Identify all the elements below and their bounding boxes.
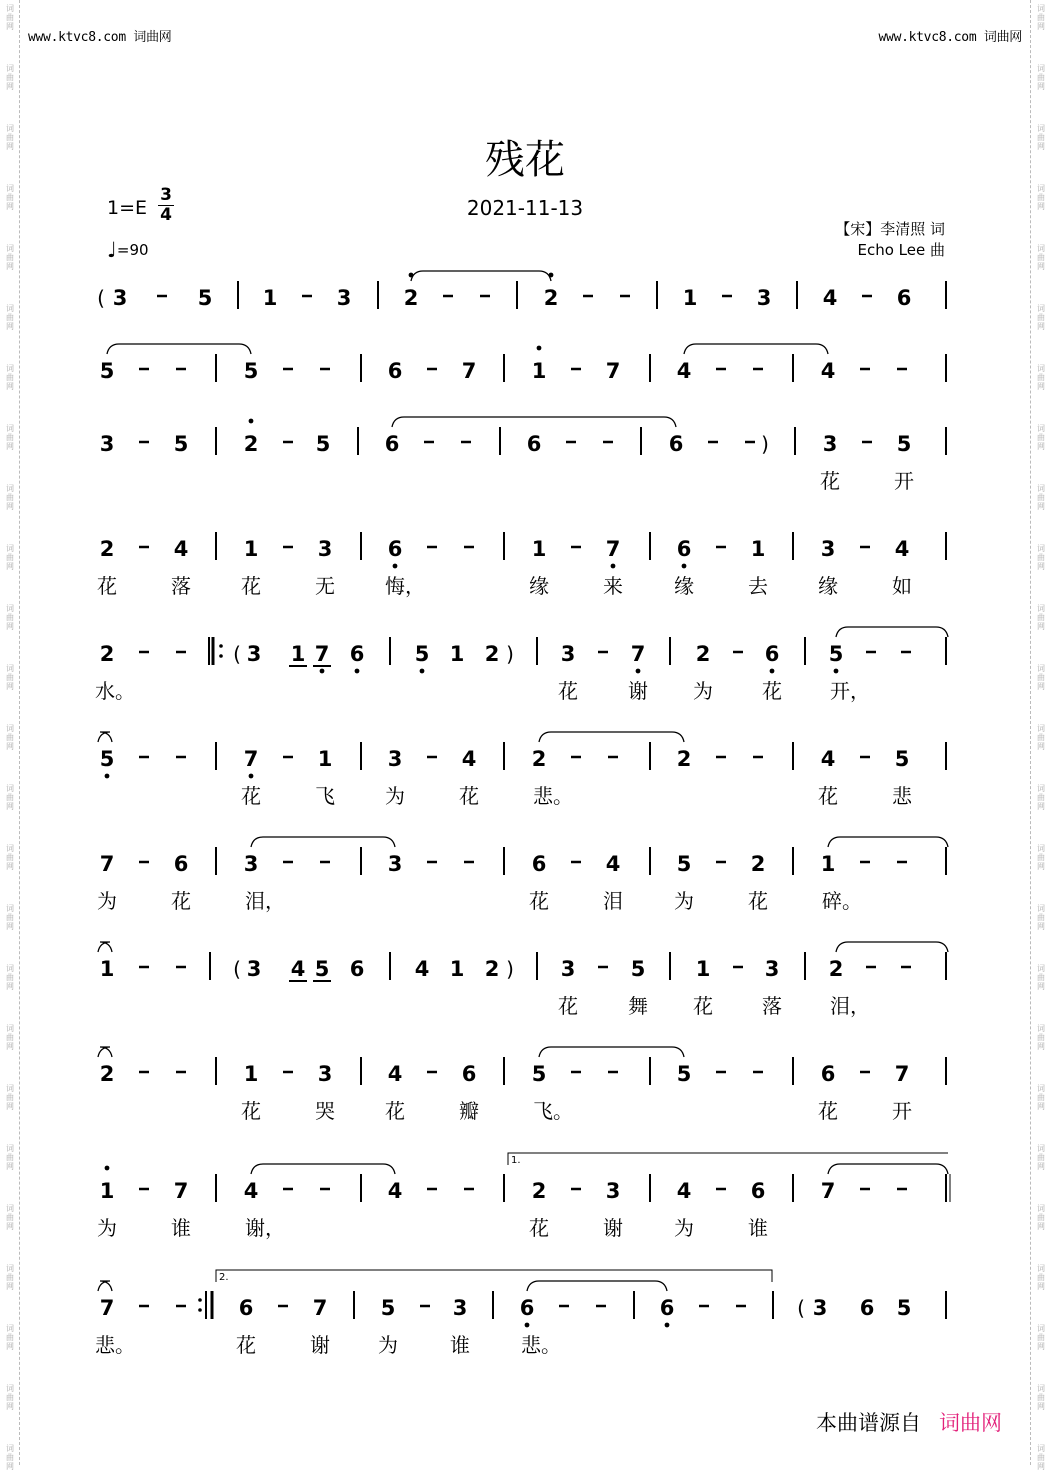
lyric-char: 悲。 xyxy=(533,784,573,808)
lyric-char: 花 xyxy=(529,889,549,913)
lyric-char: 哭 xyxy=(315,1099,335,1123)
low-octave-dot xyxy=(393,564,398,569)
note: 3 xyxy=(452,1296,468,1320)
note: 2 xyxy=(484,642,500,666)
lyric-char: 悔， xyxy=(385,574,425,598)
note: 5 xyxy=(630,957,646,981)
tie-slur xyxy=(98,942,112,952)
score-date: 2021-11-13 xyxy=(466,196,584,220)
side-watermark-text: 词 曲 网 xyxy=(1037,364,1045,391)
note: 3 xyxy=(812,1296,828,1320)
note: 4 xyxy=(290,957,306,981)
lyric-char: 花 xyxy=(693,994,713,1018)
lyric-char: 谁 xyxy=(748,1216,768,1240)
tempo-value: =90 xyxy=(116,241,149,259)
note: 5 xyxy=(99,747,115,771)
repeat-dot xyxy=(219,644,223,648)
note: 6 xyxy=(896,286,912,310)
note: 3 xyxy=(112,286,128,310)
note: 2 xyxy=(828,957,844,981)
note: 1 xyxy=(682,286,698,310)
side-watermark-text: 词 曲 网 xyxy=(6,124,14,151)
lyric-char: 花 xyxy=(558,994,578,1018)
lyric-char: 舞 xyxy=(628,994,648,1018)
key-signature: 1=E xyxy=(107,197,148,219)
low-octave-dot xyxy=(611,564,616,569)
side-watermark-text: 词 曲 网 xyxy=(1037,784,1045,811)
note: 7 xyxy=(99,1296,115,1320)
note: 2 xyxy=(99,642,115,666)
note: 1 xyxy=(243,537,259,561)
note: 7 xyxy=(243,747,259,771)
note: 4 xyxy=(243,1179,259,1203)
note: 4 xyxy=(676,1179,692,1203)
note: 2 xyxy=(99,537,115,561)
lyric-char: 落 xyxy=(762,994,782,1018)
tie-slur xyxy=(684,344,828,354)
side-watermark-text: 词 曲 网 xyxy=(6,844,14,871)
lyric-char: 花 xyxy=(241,1099,261,1123)
note: 5 xyxy=(315,432,331,456)
lyric-char: 花 xyxy=(241,784,261,808)
lyric-char: 花 xyxy=(762,679,782,703)
note: 2 xyxy=(531,747,547,771)
lyric-char: 泪 xyxy=(603,889,623,913)
side-watermark-text: 词 曲 网 xyxy=(1037,124,1045,151)
note: 4 xyxy=(387,1179,403,1203)
lyric-char: 花 xyxy=(236,1333,256,1357)
note: 2 xyxy=(750,852,766,876)
paren: ) xyxy=(506,642,514,666)
side-watermark-text: 词 曲 网 xyxy=(1037,964,1045,991)
side-watermark-text: 词 曲 网 xyxy=(1037,604,1045,631)
tie-slur xyxy=(527,1281,667,1291)
low-octave-dot xyxy=(636,669,641,674)
volta-bracket xyxy=(508,1153,948,1165)
note: 3 xyxy=(822,432,838,456)
note: 3 xyxy=(317,537,333,561)
lyric-char: 花 xyxy=(818,784,838,808)
lyric-char: 花 xyxy=(385,1099,405,1123)
note: 6 xyxy=(676,537,692,561)
repeat-dot xyxy=(219,654,223,658)
note: 6 xyxy=(750,1179,766,1203)
note: 6 xyxy=(659,1296,675,1320)
lyric-char: 为 xyxy=(378,1333,398,1357)
side-watermark-text: 词 曲 网 xyxy=(6,604,14,631)
lyric-char: 花 xyxy=(748,889,768,913)
lyric-char: 瓣 xyxy=(459,1099,479,1123)
lyric-char: 开， xyxy=(830,679,870,703)
side-watermark-text: 词 曲 网 xyxy=(6,544,14,571)
note: 3 xyxy=(560,957,576,981)
lyric-char: 悲。 xyxy=(95,1333,135,1357)
note: 4 xyxy=(605,852,621,876)
lyric-char: 缘 xyxy=(529,574,549,598)
note: 4 xyxy=(414,957,430,981)
note: 4 xyxy=(173,537,189,561)
note: 5 xyxy=(414,642,430,666)
note: 5 xyxy=(99,359,115,383)
low-octave-dot xyxy=(105,774,110,779)
lyric-char: 为 xyxy=(674,1216,694,1240)
lyric-char: 谢 xyxy=(603,1216,623,1240)
high-octave-dot xyxy=(105,1166,110,1171)
lyric-char: 谢 xyxy=(310,1333,330,1357)
quarter-note-icon: ♩ xyxy=(107,238,117,262)
note: 6 xyxy=(349,642,365,666)
source-label: 本曲谱源自 xyxy=(816,1411,921,1435)
note: 1 xyxy=(531,359,547,383)
note: 4 xyxy=(822,286,838,310)
lyric-char: 谢， xyxy=(245,1216,285,1240)
note: 6 xyxy=(519,1296,535,1320)
note: 4 xyxy=(894,537,910,561)
side-watermark-text: 词 曲 网 xyxy=(1037,64,1045,91)
note: 5 xyxy=(380,1296,396,1320)
note: 7 xyxy=(605,537,621,561)
side-watermark-text: 词 曲 网 xyxy=(1037,1384,1045,1411)
note: 1 xyxy=(99,1179,115,1203)
side-watermark-text: 词 曲 网 xyxy=(6,724,14,751)
lyric-char: 花 xyxy=(171,889,191,913)
side-watermark-text: 词 曲 网 xyxy=(1037,484,1045,511)
note: 6 xyxy=(820,1062,836,1086)
note: 2 xyxy=(403,286,419,310)
note: 6 xyxy=(387,359,403,383)
tie-slur xyxy=(98,1281,112,1291)
paren: ) xyxy=(506,957,514,981)
lyric-char: 为 xyxy=(97,1216,117,1240)
side-watermark-text: 词 曲 网 xyxy=(6,484,14,511)
note: 3 xyxy=(820,537,836,561)
note: 7 xyxy=(312,1296,328,1320)
lyric-char: 为 xyxy=(693,679,713,703)
side-watermark-text: 词 曲 网 xyxy=(6,1024,14,1051)
side-watermark-text: 词 曲 网 xyxy=(6,304,14,331)
note: 4 xyxy=(820,747,836,771)
low-octave-dot xyxy=(770,669,775,674)
side-watermark-text: 词 曲 网 xyxy=(1037,304,1045,331)
note: 7 xyxy=(314,642,330,666)
note: 6 xyxy=(764,642,780,666)
lyric-char: 为 xyxy=(97,889,117,913)
note: 5 xyxy=(896,1296,912,1320)
side-watermark-text: 词 曲 网 xyxy=(1037,1144,1045,1171)
side-watermark-text: 词 曲 网 xyxy=(6,4,14,31)
paren: ( xyxy=(233,642,241,666)
note: 3 xyxy=(756,286,772,310)
side-watermark-text: 词 曲 网 xyxy=(1037,1204,1045,1231)
note: 5 xyxy=(896,432,912,456)
side-watermark-text: 词 曲 网 xyxy=(1037,244,1045,271)
lyric-char: 飞 xyxy=(315,784,335,808)
tie-slur xyxy=(539,732,684,742)
lyric-char: 谁 xyxy=(171,1216,191,1240)
lyric-char: 去 xyxy=(748,574,768,598)
note: 3 xyxy=(387,747,403,771)
side-watermark-text: 词 曲 网 xyxy=(6,1084,14,1111)
side-watermark-text: 词 曲 网 xyxy=(1037,844,1045,871)
note: 3 xyxy=(387,852,403,876)
note: 4 xyxy=(461,747,477,771)
lyric-char: 如 xyxy=(892,574,912,598)
tie-slur xyxy=(836,942,948,952)
note: 7 xyxy=(894,1062,910,1086)
note: 1 xyxy=(243,1062,259,1086)
note: 4 xyxy=(676,359,692,383)
lyric-char: 泪， xyxy=(830,994,870,1018)
lyricist-credit: 【宋】李清照 词 xyxy=(835,220,945,238)
lyric-char: 花 xyxy=(558,679,578,703)
lyric-char: 悲 xyxy=(892,784,912,808)
note: 7 xyxy=(630,642,646,666)
tie-slur xyxy=(392,417,676,427)
note: 7 xyxy=(99,852,115,876)
side-watermark-text: 词 曲 网 xyxy=(6,1324,14,1351)
note: 6 xyxy=(173,852,189,876)
side-watermark-text: 词 曲 网 xyxy=(1037,1084,1045,1111)
note: 3 xyxy=(336,286,352,310)
time-sig-bottom: 4 xyxy=(160,205,172,225)
volta-bracket xyxy=(216,1270,772,1282)
side-watermark-text: 词 曲 网 xyxy=(6,1384,14,1411)
side-watermark-text: 词 曲 网 xyxy=(6,1144,14,1171)
lyric-char: 来 xyxy=(603,574,623,598)
note: 6 xyxy=(387,537,403,561)
note: 4 xyxy=(387,1062,403,1086)
lyric-char: 开 xyxy=(894,469,914,493)
note: 7 xyxy=(173,1179,189,1203)
tie-slur xyxy=(836,627,948,637)
lyric-char: 为 xyxy=(385,784,405,808)
lyric-char: 谁 xyxy=(450,1333,470,1357)
lyric-char: 碎。 xyxy=(822,889,862,913)
side-watermark-text: 词 曲 网 xyxy=(1037,1444,1045,1471)
tie-slur xyxy=(107,344,251,354)
tie-slur xyxy=(251,837,395,847)
side-watermark-text: 词 曲 网 xyxy=(6,904,14,931)
note: 2 xyxy=(243,432,259,456)
lyric-char: 谢 xyxy=(628,679,648,703)
note: 2 xyxy=(543,286,559,310)
site-watermark-left[interactable]: www.ktvc8.com 词曲网 xyxy=(28,30,172,45)
side-watermark-text: 词 曲 网 xyxy=(6,244,14,271)
composer-credit: Echo Lee 曲 xyxy=(857,241,945,259)
note: 5 xyxy=(197,286,213,310)
note: 1 xyxy=(531,537,547,561)
side-watermark-text: 词 曲 网 xyxy=(1037,664,1045,691)
site-watermark-right[interactable]: www.ktvc8.com 词曲网 xyxy=(878,30,1022,45)
side-watermark-text: 词 曲 网 xyxy=(1037,904,1045,931)
note: 1 xyxy=(99,957,115,981)
note: 5 xyxy=(173,432,189,456)
side-watermark-text: 词 曲 网 xyxy=(6,1264,14,1291)
note: 6 xyxy=(461,1062,477,1086)
note: 2 xyxy=(531,1179,547,1203)
side-watermark-text: 词 曲 网 xyxy=(1037,4,1045,31)
lyric-char: 飞。 xyxy=(533,1099,573,1123)
paren: ( xyxy=(97,286,105,310)
lyric-char: 缘 xyxy=(818,574,838,598)
tie-slur xyxy=(98,1047,112,1057)
high-octave-dot xyxy=(537,346,542,351)
note: 1 xyxy=(695,957,711,981)
lyric-char: 泪， xyxy=(245,889,285,913)
side-watermark-text: 词 曲 网 xyxy=(6,784,14,811)
lyric-char: 花 xyxy=(820,469,840,493)
note: 3 xyxy=(246,642,262,666)
repeat-dot xyxy=(198,1298,202,1302)
tie-slur xyxy=(98,732,112,742)
note: 2 xyxy=(676,747,692,771)
lyric-char: 悲。 xyxy=(521,1333,561,1357)
note: 5 xyxy=(828,642,844,666)
tie-slur xyxy=(411,271,551,281)
volta-label: 1. xyxy=(511,1155,521,1166)
lyric-char: 无 xyxy=(315,574,335,598)
note: 7 xyxy=(605,359,621,383)
note: 1 xyxy=(317,747,333,771)
note: 1 xyxy=(262,286,278,310)
lyric-char: 缘 xyxy=(674,574,694,598)
note: 6 xyxy=(859,1296,875,1320)
lyric-char: 花 xyxy=(818,1099,838,1123)
note: 3 xyxy=(246,957,262,981)
tie-slur xyxy=(251,1164,395,1174)
note: 2 xyxy=(484,957,500,981)
lyric-char: 花 xyxy=(97,574,117,598)
low-octave-dot xyxy=(682,564,687,569)
tie-slur xyxy=(828,1164,948,1174)
paren: ( xyxy=(797,1296,805,1320)
note: 5 xyxy=(531,1062,547,1086)
side-watermark-text: 词 曲 网 xyxy=(1037,1024,1045,1051)
note: 5 xyxy=(676,1062,692,1086)
source-brand-link[interactable]: 词曲网 xyxy=(939,1411,1002,1435)
low-octave-dot xyxy=(665,1323,670,1328)
note: 5 xyxy=(243,359,259,383)
side-watermark-text: 词 曲 网 xyxy=(1037,1324,1045,1351)
high-octave-dot xyxy=(249,419,254,424)
side-watermark-text: 词 曲 网 xyxy=(6,64,14,91)
note: 7 xyxy=(820,1179,836,1203)
side-watermark-text: 词 曲 网 xyxy=(6,964,14,991)
lyric-char: 花 xyxy=(529,1216,549,1240)
song-title: 残花 xyxy=(485,137,565,183)
note: 3 xyxy=(560,642,576,666)
note: 1 xyxy=(449,957,465,981)
note: 1 xyxy=(449,642,465,666)
note: 3 xyxy=(243,852,259,876)
note: 6 xyxy=(384,432,400,456)
volta-label: 2. xyxy=(219,1272,229,1283)
note: 1 xyxy=(750,537,766,561)
side-watermark-text: 词 曲 网 xyxy=(1037,724,1045,751)
note: 7 xyxy=(461,359,477,383)
side-watermark-text: 词 曲 网 xyxy=(1037,544,1045,571)
source-footer xyxy=(816,1407,1002,1437)
repeat-dot xyxy=(198,1308,202,1312)
note: 2 xyxy=(695,642,711,666)
side-watermark-text: 词 曲 网 xyxy=(6,184,14,211)
note: 6 xyxy=(531,852,547,876)
paren: ( xyxy=(233,957,241,981)
low-octave-dot xyxy=(355,669,360,674)
note: 5 xyxy=(894,747,910,771)
time-sig-top: 3 xyxy=(160,185,172,205)
note: 3 xyxy=(605,1179,621,1203)
side-watermark-text: 词 曲 网 xyxy=(6,424,14,451)
note: 6 xyxy=(238,1296,254,1320)
side-watermark-text: 词 曲 网 xyxy=(6,1444,14,1471)
side-watermark-text: 词 曲 网 xyxy=(6,364,14,391)
note: 6 xyxy=(526,432,542,456)
note: 6 xyxy=(668,432,684,456)
side-watermark-text: 词 曲 网 xyxy=(6,1204,14,1231)
lyric-char: 水。 xyxy=(95,679,135,703)
side-watermark-text: 词 曲 网 xyxy=(1037,424,1045,451)
side-watermark-text: 词 曲 网 xyxy=(1037,184,1045,211)
note: 3 xyxy=(99,432,115,456)
tie-slur xyxy=(539,1047,684,1057)
lyric-char: 开 xyxy=(892,1099,912,1123)
paren: ) xyxy=(761,432,769,456)
lyric-char: 花 xyxy=(241,574,261,598)
lyric-char: 为 xyxy=(674,889,694,913)
note: 1 xyxy=(820,852,836,876)
note: 5 xyxy=(314,957,330,981)
note: 2 xyxy=(99,1062,115,1086)
lyric-char: 花 xyxy=(459,784,479,808)
low-octave-dot xyxy=(320,669,325,674)
note: 1 xyxy=(290,642,306,666)
low-octave-dot xyxy=(525,1323,530,1328)
note: 4 xyxy=(820,359,836,383)
low-octave-dot xyxy=(249,774,254,779)
note: 3 xyxy=(317,1062,333,1086)
side-watermark-text: 词 曲 网 xyxy=(6,664,14,691)
note: 6 xyxy=(349,957,365,981)
note: 5 xyxy=(676,852,692,876)
note: 3 xyxy=(764,957,780,981)
low-octave-dot xyxy=(420,669,425,674)
low-octave-dot xyxy=(834,669,839,674)
side-watermark-text: 词 曲 网 xyxy=(1037,1264,1045,1291)
tie-slur xyxy=(828,837,948,847)
lyric-char: 落 xyxy=(171,574,191,598)
